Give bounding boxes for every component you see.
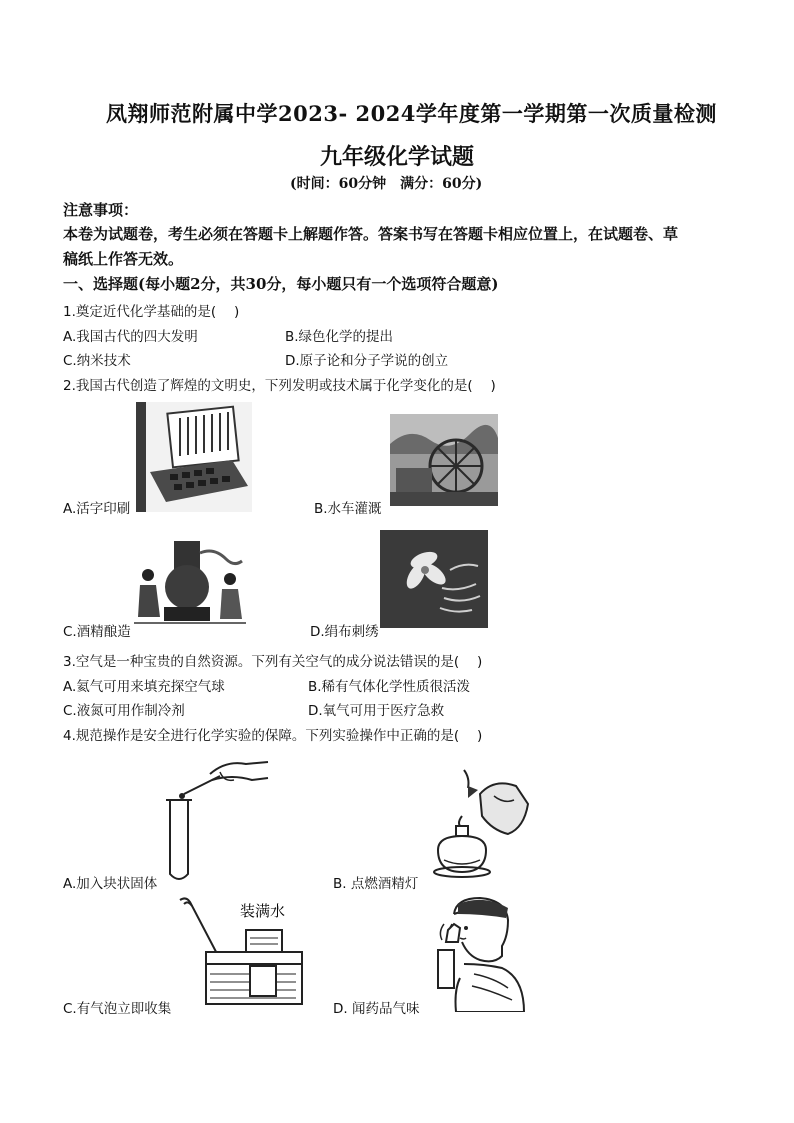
question-4-option-a: A.加入块状固体 — [63, 876, 158, 892]
question-3-option-a: A.氦气可用来填充探空气球 — [63, 679, 225, 695]
question-2-option-c: C.酒精酿造 — [63, 624, 131, 640]
gas-collection-image — [176, 894, 304, 1010]
exam-title: 凤翔师范附属中学2023- 2024学年度第一学期第一次质量检测 — [106, 101, 717, 126]
notice-line-1: 本卷为试题卷，考生必须在答题卡上解题作答。答案书写在答题卡相应位置上，在试题卷、草 — [63, 225, 679, 243]
question-4-option-d: D. 闻药品气味 — [333, 1001, 420, 1017]
add-solid-test-tube-image — [160, 752, 270, 884]
smell-chemical-image — [424, 894, 526, 1012]
notice-line-2: 稿纸上作答无效。 — [63, 250, 184, 268]
question-1-stem: 1.奠定近代化学基础的是( ) — [63, 304, 240, 320]
question-2-option-b: B.水车灌溉 — [314, 501, 382, 517]
section-heading: 一、选择题(每小题2分，共30分，每小题只有一个选项符合题意) — [63, 275, 499, 293]
question-2-option-a: A.活字印刷 — [63, 501, 131, 517]
exam-meta: (时间：60分钟 满分：60分) — [290, 176, 483, 192]
question-2-option-d: D.绢布刺绣 — [310, 624, 379, 640]
movable-type-printing-image — [136, 402, 252, 512]
full-of-water-label: 装满水 — [240, 902, 286, 920]
question-3-option-d: D.氧气可用于医疗急救 — [308, 703, 445, 719]
question-1-option-d: D.原子论和分子学说的创立 — [285, 353, 449, 369]
silk-embroidery-image — [380, 530, 488, 628]
question-4-stem: 4.规范操作是安全进行化学实验的保障。下列实验操作中正确的是( ) — [63, 728, 483, 744]
exam-subtitle: 九年级化学试题 — [320, 144, 475, 170]
question-2-stem: 2.我国古代创造了辉煌的文明史，下列发明或技术属于化学变化的是( ) — [63, 378, 496, 394]
question-3-stem: 3.空气是一种宝贵的自然资源。下列有关空气的成分说法错误的是( ) — [63, 654, 483, 670]
question-3-option-c: C.液氮可用作制冷剂 — [63, 703, 185, 719]
question-1-option-a: A.我国古代的四大发明 — [63, 329, 198, 345]
question-3-option-b: B.稀有气体化学性质很活泼 — [308, 679, 471, 695]
question-4-option-c: C.有气泡立即收集 — [63, 1001, 172, 1017]
waterwheel-irrigation-image — [390, 414, 498, 506]
alcohol-brewing-image — [134, 537, 246, 627]
alcohol-lamp-lighting-image — [424, 764, 532, 882]
question-1-option-b: B.绿色化学的提出 — [285, 329, 394, 345]
notice-heading: 注意事项： — [63, 201, 139, 219]
question-4-option-b: B. 点燃酒精灯 — [333, 876, 419, 892]
question-1-option-c: C.纳米技术 — [63, 353, 131, 369]
